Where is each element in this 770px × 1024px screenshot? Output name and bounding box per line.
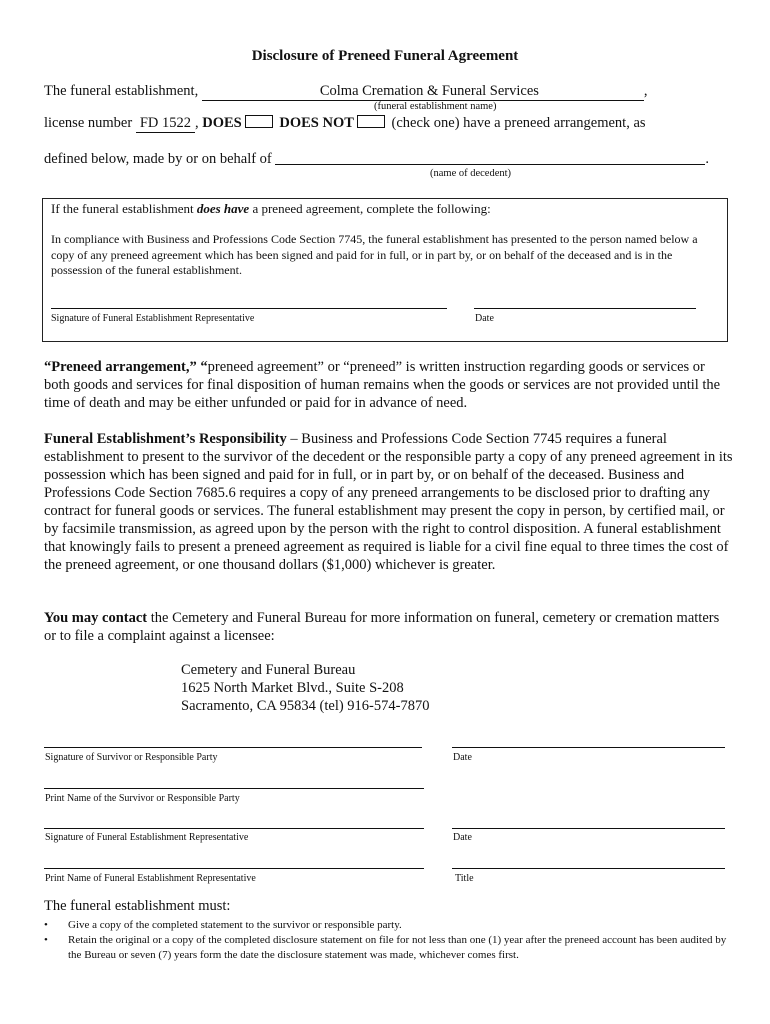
license-line — [44, 115, 646, 133]
does-not-checkbox[interactable] — [357, 115, 385, 128]
license-number-field[interactable]: FD 1522 — [136, 115, 195, 133]
must-item-text: Give a copy of the completed statement to the survivor or responsible party. — [68, 919, 402, 931]
bullet-icon: • — [44, 934, 48, 946]
responsibility-heading: Funeral Establishment’s Responsibility — [44, 431, 287, 447]
contact-heading: You may contact — [44, 610, 148, 626]
survivor-signature-line[interactable] — [44, 747, 422, 748]
establishment-caption: (funeral establishment name) — [374, 101, 497, 112]
contact-paragraph — [44, 609, 734, 645]
establishment-name-field[interactable] — [202, 83, 644, 101]
page-title: Disclosure of Preneed Funeral Agreement — [251, 48, 519, 64]
check-one-text: (check one) have a preneed arrangement, as — [391, 115, 646, 131]
box-intro-suffix: a preneed agreement, complete the following: — [252, 201, 491, 216]
rep-print-label: Print Name of Funeral Establishment Representative — [45, 873, 256, 884]
bullet-icon: • — [44, 919, 48, 931]
survivor-print-line[interactable] — [44, 788, 424, 789]
list-item — [44, 933, 734, 963]
must-list — [44, 918, 734, 963]
establishment-line — [44, 83, 647, 101]
rep-date-line[interactable] — [452, 828, 725, 829]
rep-signature-line[interactable] — [44, 828, 424, 829]
decedent-name-field[interactable] — [275, 150, 705, 165]
box-intro-emphasis: does have — [196, 201, 250, 216]
box-signature-line[interactable] — [51, 308, 447, 309]
list-item — [44, 918, 734, 933]
responsibility-text: – Business and Professions Code Section 7745 requires a funeral establishment to present to the survivor of the decedent or the responsible party a copy of any preneed agreement in its possession which has been signed and paid for in full, or in part by, or on behalf of the deceased. Business and Professions Code Section 7685.6 requires a copy of any preneed arrangements to be disclosed prior to drafting any contract for funeral goods or services. The funeral establishment may present the copy in person, by certified mail, or by facsimile transmission, as agreed upon by the person with the right to control disposition. A funeral establishment that knowingly fails to present a preneed agreement as required is liable for a civil fine equal to three times the cost of the preneed agreement, or one thousand dollars ($1,000) whichever is greater. — [44, 431, 733, 573]
survivor-date-label: Date — [453, 752, 472, 763]
does-not-label: DOES NOT — [279, 115, 354, 131]
survivor-signature-label: Signature of Survivor or Responsible Party — [45, 752, 218, 763]
contact-text: the Cemetery and Funeral Bureau for more information on funeral, cemetery or cremation matters or to file a complaint against a licensee: — [44, 610, 720, 644]
decedent-line — [44, 150, 709, 168]
license-prefix: license number — [44, 115, 133, 131]
definition-text: preneed agreement” or “preneed” is written instruction regarding goods or services or both goods and services for final disposition of human remains when the goods or services are not provided until the time of death and may be either unfunded or paid for in advance of need. — [44, 359, 721, 411]
box-signature-label: Signature of Funeral Establishment Representative — [51, 313, 255, 324]
definition-term: “Preneed arrangement,” “ — [44, 359, 208, 375]
survivor-print-label: Print Name of the Survivor or Responsible Party — [45, 793, 240, 804]
box-date-label: Date — [475, 313, 494, 324]
preneed-box — [42, 198, 728, 342]
does-checkbox[interactable] — [245, 115, 273, 128]
address-line-1: Cemetery and Funeral Bureau — [181, 662, 356, 678]
rep-date-label: Date — [453, 832, 472, 843]
must-heading: The funeral establishment must: — [44, 898, 231, 914]
license-comma: , — [194, 115, 199, 131]
must-item-text: Retain the original or a copy of the completed disclosure statement on file for not less than one (1) year after the preneed account has been audited by the Bureau or seven (7) years form the date the disclosure statement was made, whichever comes first. — [68, 934, 727, 961]
address-line-2: 1625 North Market Blvd., Suite S-208 — [181, 680, 404, 696]
defined-text: defined below, made by or on behalf of — [44, 151, 272, 167]
survivor-date-line[interactable] — [452, 747, 725, 748]
decedent-caption: (name of decedent) — [430, 168, 512, 179]
defined-period: . — [705, 151, 710, 167]
box-intro-prefix: If the funeral establishment — [51, 201, 194, 216]
establishment-prefix: The funeral establishment, — [44, 83, 199, 99]
rep-title-label: Title — [455, 873, 474, 884]
rep-print-line[interactable] — [44, 868, 424, 869]
compliance-text: In compliance with Business and Professions Code Section 7745, the funeral establishment has presented to the person named below a copy of any preneed agreement which has been signed and paid for in full, or in part by, or on behalf of the deceased and is in the possession of the funeral establishment. — [51, 232, 698, 277]
definition-paragraph — [44, 358, 734, 412]
rep-title-line[interactable] — [452, 868, 725, 869]
rep-signature-label: Signature of Funeral Establishment Representative — [45, 832, 249, 843]
establishment-suffix: , — [643, 83, 648, 99]
responsibility-paragraph — [44, 430, 734, 574]
address-line-3: Sacramento, CA 95834 (tel) 916-574-7870 — [181, 698, 430, 714]
box-intro — [51, 201, 491, 217]
does-label: DOES — [202, 115, 242, 131]
box-date-line[interactable] — [474, 308, 696, 309]
establishment-name-value: Colma Cremation & Funeral Services — [319, 83, 539, 99]
